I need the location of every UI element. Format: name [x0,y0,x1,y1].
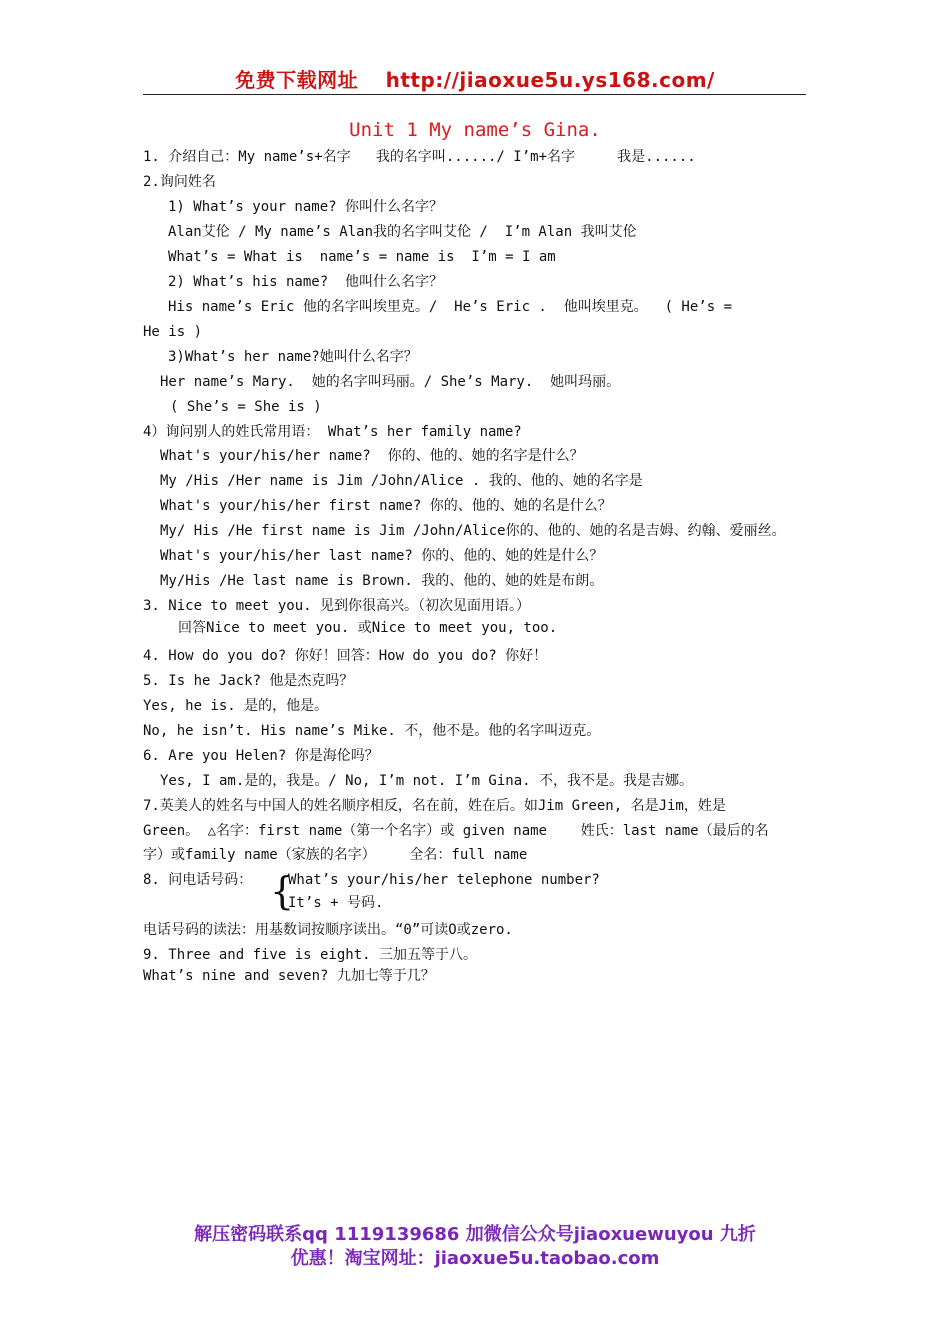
header-label: 免费下载网址 [235,68,359,92]
header-divider [143,94,806,95]
header-url-link[interactable]: http://jiaoxue5u.ys168.com/ [385,68,715,92]
text-line: My/ His /He first name is Jim /John/Alice你的、他的、她的名是吉姆、约翰、爱丽丝。 [160,523,786,539]
text-line: Alan艾伦 / My name’s Alan我的名字叫艾伦 / I’m Alan 我叫艾伦 [168,224,637,240]
text-line: My/His /He last name is Brown. 我的、他的、她的姓是布朗。 [160,573,604,589]
text-line: What’s nine and seven? 九加七等于几？ [143,968,435,984]
page-title: Unit 1 My name’s Gina. [349,119,601,141]
text-line: 5. Is he Jack? 他是杰克吗？ [143,673,354,689]
text-line: Yes, he is. 是的，他是。 [143,698,329,714]
text-line: My /His /Her name is Jim /John/Alice . 我的、他的、她的名字是 [160,473,643,489]
footer-line-1: 解压密码联系qq 1119139686 加微信公众号jiaoxuewuyou 九折 [194,1224,756,1245]
text-line: It’s + 号码. [288,895,384,911]
text-line: 4）询问别人的姓氏常用语： What’s her family name? [143,424,522,440]
text-line: 电话号码的读法：用基数词按顺序读出。“0”可读O或zero. [143,922,513,938]
text-line: 4. How do you do? 你好！回答：How do you do? 你好！ [143,648,548,664]
text-line: 6. Are you Helen? 你是海伦吗？ [143,748,379,764]
text-line: 3. Nice to meet you. 见到你很高兴。（初次见面用语。） [143,598,531,614]
text-line: 8. 问电话号码： [143,872,253,888]
text-line: What’s your/his/her telephone number? [288,872,600,888]
text-line: What's your/his/her last name? 你的、他的、她的姓是什么？ [160,548,604,564]
text-line: 2) What’s his name? 他叫什么名字？ [168,274,444,290]
text-line: 3)What’s her name?她叫什么名字？ [168,349,418,365]
text-line: His name’s Eric 他的名字叫埃里克。/ He’s Eric . 他叫埃里克。 ( He’s = [168,299,733,315]
text-line: Her name’s Mary. 她的名字叫玛丽。/ She’s Mary. 她叫玛丽。 [160,374,621,390]
text-line: 字）或family name（家族的名字） 全名：full name [143,847,528,863]
text-line: 9. Three and five is eight. 三加五等于八。 [143,947,478,963]
download-header [0,64,950,93]
text-line: No, he isn’t. His name’s Mike. 不，他不是。他的名字叫迈克。 [143,723,601,739]
left-brace-icon: { [270,869,295,913]
footer-line-2: 优惠！淘宝网址：jiaoxue5u.taobao.com [290,1248,660,1269]
text-line: He is ) [143,324,203,340]
text-line: 1) What’s your name? 你叫什么名字？ [168,199,444,215]
text-line: What’s = What is name’s = name is I’m = I am [168,249,556,265]
text-line: Green。 △名字：first name（第一个名字）或 given name 姓氏：last name（最后的名 [143,823,769,839]
text-line: What's your/his/her first name? 你的、他的、她的名是什么？ [160,498,612,514]
text-line: What's your/his/her name? 你的、他的、她的名字是什么？ [160,448,584,464]
text-line: 2.询问姓名 [143,174,216,190]
text-line: 7.英美人的姓名与中国人的姓名顺序相反，名在前，姓在后。如Jim Green, 名是Jim，姓是 [143,798,726,814]
text-line: ( She’s = She is ) [170,399,322,415]
text-line: 1. 介绍自己：My name’s+名字 我的名字叫....../ I’m+名字 我是...... [143,149,696,165]
text-line: 回答Nice to meet you. 或Nice to meet you, too. [178,620,558,636]
text-line: Yes, I am.是的，我是。/ No, I’m not. I’m Gina. 不，我不是。我是吉娜。 [160,773,694,789]
